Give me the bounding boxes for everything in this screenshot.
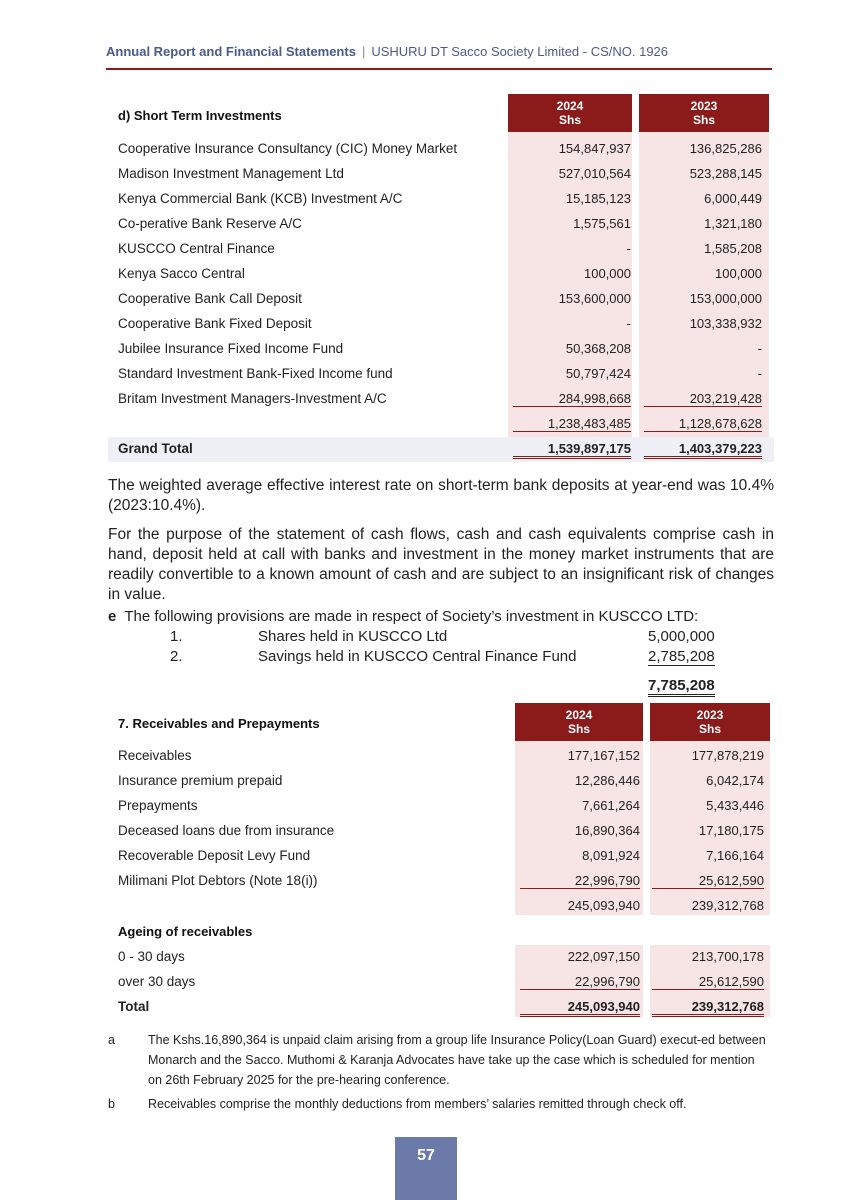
value-2023: 136,825,286: [689, 141, 762, 156]
grand-total-row: [108, 437, 774, 462]
column-year: 2024: [556, 99, 584, 113]
value-2024: 1,575,561: [573, 216, 631, 231]
page-number: 57: [395, 1137, 457, 1200]
value-2024: 1,539,897,175: [513, 441, 631, 459]
value-2023: 103,338,932: [689, 316, 762, 331]
provision-item-value: 2,785,208: [648, 648, 715, 665]
row-label: Cooperative Bank Call Deposit: [118, 291, 302, 306]
value-2023: 177,878,219: [691, 748, 764, 763]
value-2023: 203,219,428: [644, 391, 762, 407]
value-2023: 100,000: [715, 266, 762, 281]
column-header-2024: [508, 94, 632, 132]
column-year: 2023: [690, 99, 718, 113]
column-unit: Shs: [567, 722, 590, 736]
row-label: Prepayments: [118, 798, 198, 813]
column-header-2023: [650, 703, 770, 741]
section-title: d) Short Term Investments: [118, 108, 282, 123]
table-row: [108, 162, 774, 187]
column-header-2023: [639, 94, 769, 132]
value-2023: 7,166,164: [706, 848, 764, 863]
row-label: Standard Investment Bank-Fixed Income fund: [118, 366, 393, 381]
provisions-total: 7,785,208: [648, 677, 715, 697]
report-title: Annual Report and Financial Statements: [106, 44, 356, 59]
value-2024: 16,890,364: [574, 823, 640, 838]
table-row: [108, 819, 774, 844]
cash-equivalents-paragraph: For the purpose of the statement of cash flows, cash and cash equivalents comprise cash in hand, deposit held at call with banks and investment in the money market instruments that are readily convertible to a known amount of cash and are subject to an insignificant risk of changes in value.: [108, 526, 774, 603]
row-label: Co-perative Bank Reserve A/C: [118, 216, 302, 231]
value-2024: 527,010,564: [558, 166, 631, 181]
table-row: [108, 362, 774, 387]
provision-item-label: Shares held in KUSCCO Ltd: [258, 628, 448, 645]
row-label: Britam Investment Managers-Investment A/C: [118, 391, 387, 406]
value-2023: 6,000,449: [704, 191, 762, 206]
table-row: [108, 287, 774, 312]
row-label: Deceased loans due from insurance: [118, 823, 335, 838]
table-row: [108, 187, 774, 212]
value-2024: 7,661,264: [582, 798, 640, 813]
value-2024: -: [626, 316, 631, 331]
value-2024: 22,996,790: [520, 873, 640, 889]
provision-item-number: 2.: [170, 648, 183, 665]
row-label: Grand Total: [118, 441, 193, 456]
row-label: Milimani Plot Debtors (Note 18(i)): [118, 873, 318, 888]
value-2024: 153,600,000: [558, 291, 631, 306]
row-label: Jubilee Insurance Fixed Income Fund: [118, 341, 344, 356]
provisions-intro: [108, 608, 698, 625]
value-2023: 1,403,379,223: [644, 441, 762, 459]
header-rule: [106, 68, 772, 70]
table-row: [108, 744, 774, 769]
provisions-letter: e: [108, 608, 117, 625]
row-label: Kenya Sacco Central: [118, 266, 245, 281]
row-label: KUSCCO Central Finance: [118, 241, 275, 256]
value-2023: 17,180,175: [698, 823, 764, 838]
note-letter: a: [108, 1033, 115, 1047]
row-label: Total: [118, 999, 150, 1014]
total-row: [108, 995, 774, 1020]
value-2023: 523,288,145: [689, 166, 762, 181]
value-2024: 245,093,940: [567, 898, 640, 913]
row-label: 0 - 30 days: [118, 949, 185, 964]
provisions-intro-text: The following provisions are made in respect of Society’s investment in KUSCCO LTD:: [124, 608, 699, 625]
table-row: [108, 337, 774, 362]
table-row: [108, 212, 774, 237]
value-2024: 8,091,924: [582, 848, 640, 863]
value-2024: 284,998,668: [513, 391, 631, 407]
page-header: [106, 44, 668, 59]
receivables-table: [108, 703, 774, 916]
note-text: Receivables comprise the monthly deductions from members’ salaries remitted through check off.: [148, 1097, 687, 1111]
note-b: [108, 1094, 768, 1114]
column-unit: Shs: [698, 722, 721, 736]
value-2023: -: [757, 341, 762, 356]
row-label: Recoverable Deposit Levy Fund: [118, 848, 311, 863]
table-row: [108, 794, 774, 819]
column-unit: Shs: [558, 113, 581, 127]
table-row: [108, 237, 774, 262]
table-row: [108, 312, 774, 337]
table-row: [108, 387, 774, 412]
table-row: [108, 945, 774, 970]
column-header-2024: [515, 703, 643, 741]
header-separator: |: [361, 44, 366, 59]
row-label: over 30 days: [118, 974, 196, 989]
value-2023: 25,612,590: [652, 974, 764, 990]
value-2023: -: [757, 366, 762, 381]
value-2024: 50,797,424: [565, 366, 631, 381]
provision-item-number: 1.: [170, 628, 183, 645]
value-2024: 15,185,123: [565, 191, 631, 206]
column-year: 2023: [696, 708, 724, 722]
value-2023: 1,585,208: [704, 241, 762, 256]
row-label: Kenya Commercial Bank (KCB) Investment A/C: [118, 191, 403, 206]
table-row: [108, 769, 774, 794]
value-2023: 25,612,590: [652, 873, 764, 889]
row-label: Insurance premium prepaid: [118, 773, 283, 788]
row-label: Receivables: [118, 748, 192, 763]
note-a: [108, 1030, 768, 1090]
column-year: 2024: [565, 708, 593, 722]
value-2024: -: [626, 241, 631, 256]
value-2023: 1,128,678,628: [644, 416, 762, 432]
value-2024: 1,238,483,485: [513, 416, 631, 432]
row-label: Cooperative Insurance Consultancy (CIC) Money Market: [118, 141, 458, 156]
value-2024: 12,286,446: [574, 773, 640, 788]
interest-rate-paragraph: The weighted average effective interest rate on short-term bank deposits at year-end was 10.4% (2023:10.4%).: [108, 477, 774, 514]
row-label: Madison Investment Management Ltd: [118, 166, 344, 181]
short-term-investments-table: [108, 94, 774, 464]
value-2023: 239,312,768: [691, 898, 764, 913]
value-2023: 213,700,178: [691, 949, 764, 964]
table-row: [108, 970, 774, 995]
table-row: [108, 262, 774, 287]
value-2023: 6,042,174: [706, 773, 764, 788]
table-row: [108, 869, 774, 894]
section-title: 7. Receivables and Prepayments: [118, 716, 320, 731]
value-2024: 222,097,150: [567, 949, 640, 964]
value-2024: 100,000: [584, 266, 631, 281]
table-row: [108, 137, 774, 162]
value-2023: 239,312,768: [652, 999, 764, 1017]
note-letter: b: [108, 1097, 115, 1111]
value-2024: 154,847,937: [558, 141, 631, 156]
value-2023: 153,000,000: [689, 291, 762, 306]
subtotal-row: [108, 894, 774, 919]
provision-item-label: Savings held in KUSCCO Central Finance Fund: [258, 648, 577, 665]
table-row: [108, 844, 774, 869]
ageing-table: [108, 920, 774, 1020]
note-text: The Kshs.16,890,364 is unpaid claim arising from a group life Insurance Policy(Loan Guard) execut-ed between Monarch and the Sacco. Muthomi & Karanja Advocates have take up the case which is scheduled for mention on 26th February 2025 for the pre-hearing conference.: [148, 1033, 766, 1087]
value-2023: 1,321,180: [704, 216, 762, 231]
column-unit: Shs: [692, 113, 715, 127]
provision-item-value: 5,000,000: [648, 628, 715, 645]
row-label: Cooperative Bank Fixed Deposit: [118, 316, 312, 331]
notes-section: [108, 1030, 768, 1114]
value-2023: 5,433,446: [706, 798, 764, 813]
section-title: Ageing of receivables: [118, 924, 253, 939]
value-2024: 245,093,940: [520, 999, 640, 1017]
report-subtitle: USHURU DT Sacco Society Limited - CS/NO. 1926: [371, 44, 669, 59]
value-2024: 50,368,208: [565, 341, 631, 356]
value-2024: 22,996,790: [520, 974, 640, 990]
value-2024: 177,167,152: [567, 748, 640, 763]
subtotal-row: [108, 412, 774, 437]
